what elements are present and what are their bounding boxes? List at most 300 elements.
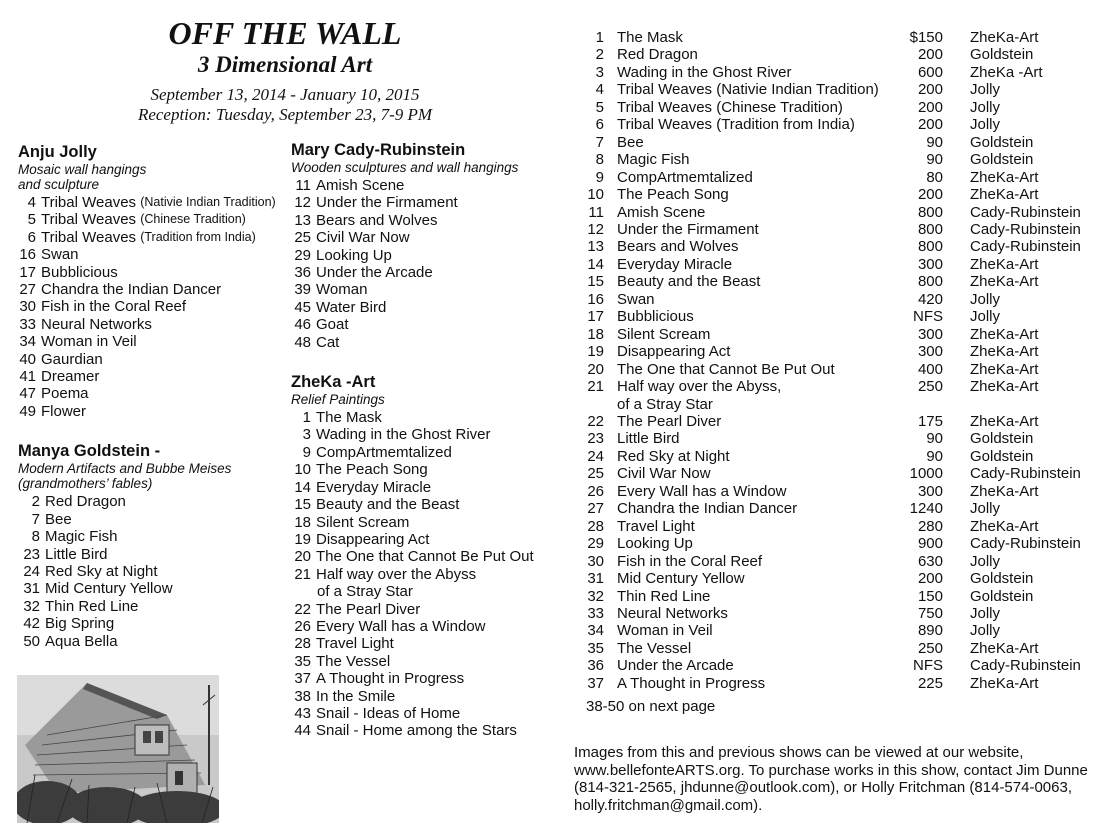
artwork-item: [18, 281, 298, 298]
price-row-price: [891, 396, 943, 413]
artist-name: Mary Cady-Rubinstein: [291, 141, 466, 159]
price-row-number: 7: [595, 133, 604, 151]
price-row-title: Tribal Weaves (Nativie Indian Tradition): [617, 81, 879, 99]
price-row-number: 23: [587, 430, 604, 448]
price-row: [580, 622, 1085, 639]
price-row-number: 17: [587, 308, 604, 326]
artist-medium: Modern Artifacts and Bubbe Meises: [18, 461, 232, 477]
artwork-number: 50: [23, 632, 40, 650]
artwork-title: Snail - Ideas of Home: [316, 704, 461, 722]
price-row-number: 10: [587, 186, 604, 204]
price-row-title: The Peach Song: [617, 186, 729, 204]
artist-name: ZheKa -Art: [291, 373, 376, 392]
artwork-number: 38: [294, 687, 311, 705]
artwork-number: 28: [294, 635, 311, 653]
artwork-title: Fish in the Coral Reef: [41, 298, 187, 316]
price-row-artist: ZheKa-Art: [970, 29, 1039, 46]
price-row-artist: Goldstein: [970, 570, 1034, 588]
artwork-item: [18, 580, 298, 597]
artwork-item: [291, 212, 581, 229]
price-row-artist: Jolly: [970, 116, 1001, 134]
artwork-item: [18, 598, 298, 615]
artwork-number: 8: [31, 528, 40, 546]
price-row-artist: ZheKa-Art: [970, 517, 1039, 535]
artwork-item: [18, 211, 298, 228]
show-subtitle: 3 Dimensional Art: [197, 52, 373, 77]
artwork-item: [18, 194, 298, 211]
price-row: [580, 169, 1085, 186]
artwork-title: Half way over the Abyss: [316, 565, 477, 583]
price-row-number: 26: [587, 482, 604, 500]
artist-name: Manya Goldstein -: [18, 442, 161, 461]
price-row: [580, 500, 1085, 517]
artwork-item: [291, 548, 581, 565]
artwork-title: Mid Century Yellow: [45, 580, 173, 598]
artwork-number: 13: [294, 211, 311, 229]
price-row: [580, 81, 1085, 98]
price-row-artist: Jolly: [970, 98, 1001, 116]
artwork-title: Under the Arcade: [316, 264, 433, 282]
artwork-number: 41: [19, 368, 36, 386]
artwork-title: Under the Firmament: [316, 194, 458, 212]
artwork-item: [291, 426, 581, 443]
price-row-price: 420: [917, 290, 943, 308]
price-row: [580, 273, 1085, 290]
price-row-artist: ZheKa-Art: [970, 639, 1039, 657]
artwork-item: [291, 479, 581, 496]
artwork-item: [18, 511, 298, 528]
artwork-item: [18, 298, 298, 315]
artwork-item: [291, 334, 581, 351]
price-row-artist: Cady-Rubinstein: [970, 535, 1081, 553]
artwork-item: [18, 546, 298, 563]
artist-section: [291, 372, 581, 740]
artwork-title: Goat: [316, 316, 349, 334]
price-row: [580, 291, 1085, 308]
artwork-title: Dreamer: [41, 368, 100, 386]
artwork-number: 29: [294, 246, 311, 264]
artwork-item: [291, 409, 581, 426]
price-row-price: 750: [917, 604, 943, 622]
artwork-number: 18: [294, 513, 311, 531]
price-row: [580, 343, 1085, 360]
price-row-price: 200: [917, 81, 943, 99]
artwork-number: 25: [294, 229, 311, 247]
price-row: [580, 361, 1085, 378]
price-row-price: 800: [917, 273, 943, 291]
price-row-price: 300: [917, 343, 943, 361]
artwork-title: Bears and Wolves: [316, 211, 438, 229]
artwork-number: 10: [294, 461, 311, 479]
price-row-number: 33: [587, 604, 604, 622]
artwork-title: Red Sky at Night: [45, 562, 158, 580]
price-row-price: 630: [917, 552, 943, 570]
price-row-number: 6: [595, 116, 604, 134]
price-row: [580, 378, 1085, 395]
price-row: [580, 675, 1085, 692]
price-row: [580, 151, 1085, 168]
price-row-artist: Goldstein: [970, 587, 1034, 605]
artwork-number: 3: [302, 426, 311, 444]
price-row-artist: ZheKa-Art: [970, 273, 1039, 291]
artwork-number: 36: [294, 264, 311, 282]
artwork-title: Everyday Miracle: [316, 478, 432, 496]
price-row-number: 30: [587, 552, 604, 570]
price-row-artist: Cady-Rubinstein: [970, 203, 1081, 221]
artwork-number: 24: [23, 562, 40, 580]
price-row-number: 35: [587, 639, 604, 657]
price-row: [580, 588, 1085, 605]
artwork-title: Amish Scene: [316, 177, 405, 194]
artwork-title: Cat: [316, 333, 340, 351]
price-row-artist: Jolly: [970, 81, 1001, 99]
artwork-item: [18, 385, 298, 402]
artwork-item: [18, 246, 298, 263]
price-row-number: 19: [587, 343, 604, 361]
price-row-price: 150: [917, 587, 943, 605]
price-row-artist: ZheKa -Art: [970, 63, 1043, 81]
price-row-price: 300: [917, 482, 943, 500]
artwork-item: [291, 670, 581, 687]
price-row-number: 20: [587, 360, 604, 378]
price-row: [580, 535, 1085, 552]
price-row: [580, 640, 1085, 657]
price-row-number: 5: [595, 98, 604, 116]
price-row-price: 800: [917, 203, 943, 221]
price-row: [580, 483, 1085, 500]
artwork-title: Red Dragon: [45, 493, 126, 511]
price-row-artist: ZheKa-Art: [970, 343, 1039, 361]
price-row: [580, 465, 1085, 482]
artwork-number: 19: [294, 530, 311, 548]
artwork-note: (Nativie Indian Tradition): [140, 195, 276, 209]
artwork-item: [291, 247, 581, 264]
price-row-artist: Cady-Rubinstein: [970, 465, 1081, 483]
price-row-price: 225: [917, 674, 943, 692]
artist-section: [291, 140, 581, 351]
price-row-title: Tribal Weaves (Chinese Tradition): [617, 98, 843, 116]
artist-section: [18, 142, 298, 420]
artwork-number: 15: [294, 496, 311, 514]
price-row-price: 300: [917, 255, 943, 273]
price-row-title: Everyday Miracle: [617, 255, 733, 273]
artwork-title: The Mask: [316, 409, 382, 427]
price-row-artist: Goldstein: [970, 430, 1034, 448]
price-row-price: 200: [917, 116, 943, 134]
artwork-item: [291, 194, 581, 211]
artwork-number: 17: [19, 263, 36, 281]
artwork-number: 34: [19, 333, 36, 351]
artist-section: [18, 441, 298, 650]
price-row-title: Beauty and the Beast: [617, 273, 761, 291]
artwork-item: [291, 264, 581, 281]
artwork-title: Flower: [41, 402, 87, 420]
price-row-title: Thin Red Line: [617, 587, 711, 605]
price-row-price: NFS: [913, 308, 943, 326]
price-row: [580, 46, 1085, 63]
artwork-item: [291, 653, 581, 670]
price-row-number: 3: [595, 63, 604, 81]
artwork-item: [18, 229, 298, 246]
price-row-title: Under the Arcade: [617, 657, 734, 675]
artwork-number: 4: [27, 194, 36, 211]
artwork-note: (Chinese Tradition): [140, 212, 246, 227]
show-dates: September 13, 2014 - January 10, 2015: [150, 85, 420, 104]
artwork-title: In the Smile: [316, 687, 396, 705]
price-row-number: 31: [587, 570, 604, 588]
artwork-item: [18, 403, 298, 420]
artwork-number: 22: [294, 600, 311, 618]
price-row-number: 32: [587, 587, 604, 605]
price-row-title: Bee: [617, 133, 644, 151]
price-row-title: Red Sky at Night: [617, 447, 730, 465]
price-row-title: The Pearl Diver: [617, 412, 722, 430]
price-list-note: 38-50 on next page: [586, 698, 716, 716]
artwork-number: 35: [294, 652, 311, 670]
price-row-number: [580, 396, 604, 413]
price-row-number: 16: [587, 290, 604, 308]
artwork-note: (Tradition from India): [140, 229, 256, 244]
artwork-item: [18, 368, 298, 385]
artwork-item: [291, 281, 581, 298]
price-row-title: Civil War Now: [617, 465, 711, 483]
price-row-price: $150: [909, 29, 943, 46]
price-row-price: 175: [917, 412, 943, 430]
artwork-title: Wading in the Ghost River: [316, 426, 491, 444]
artwork-title: Tribal Weaves: [41, 228, 137, 246]
price-row-artist: Cady-Rubinstein: [970, 657, 1081, 675]
artwork-number: 40: [19, 350, 36, 368]
price-row: [580, 396, 1085, 413]
price-row-price: NFS: [913, 657, 943, 675]
artwork-number: 47: [19, 385, 36, 403]
price-row-price: 90: [926, 151, 943, 169]
price-row-number: 15: [587, 273, 604, 291]
price-row-title: The Vessel: [617, 639, 692, 657]
price-row: [580, 29, 1085, 46]
artists-column-middle: [291, 140, 581, 761]
artwork-number: 49: [19, 402, 36, 420]
artwork-title: The Peach Song: [316, 461, 428, 479]
artwork-title: CompArtmemtalized: [316, 443, 452, 461]
artist-name: Anju Jolly: [18, 143, 97, 161]
artist-medium: Mosaic wall hangings: [18, 162, 147, 177]
artists-column-left: [18, 142, 298, 671]
price-row-title: Swan: [617, 290, 655, 308]
price-row-artist: ZheKa-Art: [970, 378, 1039, 396]
price-row-artist: ZheKa-Art: [970, 412, 1039, 430]
artwork-item: [18, 316, 298, 333]
price-row-title: The One that Cannot Be Put Out: [617, 360, 835, 378]
artwork-list: [18, 493, 298, 650]
artwork-title: Beauty and the Beast: [316, 496, 460, 514]
artwork-item: [291, 688, 581, 705]
artwork-number: 21: [294, 565, 311, 583]
artwork-number: 2: [31, 493, 40, 511]
artwork-item: [18, 563, 298, 580]
price-row-artist: Cady-Rubinstein: [970, 220, 1081, 238]
price-row-price: 200: [917, 186, 943, 204]
price-row-number: 29: [587, 535, 604, 553]
price-row-price: 800: [917, 238, 943, 256]
price-row-price: 280: [917, 517, 943, 535]
artwork-number: 20: [294, 548, 311, 566]
price-row: [580, 448, 1085, 465]
artwork-item-continued: of a Stray Star: [317, 583, 413, 601]
artwork-list: [291, 177, 581, 351]
price-row-price: 900: [917, 535, 943, 553]
price-row-number: 24: [587, 447, 604, 465]
artwork-title: Civil War Now: [316, 229, 410, 247]
price-row-artist: Jolly: [970, 290, 1001, 308]
price-row-number: 11: [588, 203, 604, 221]
price-row-price: 90: [926, 430, 943, 448]
price-row: [580, 553, 1085, 570]
artwork-number: 39: [294, 281, 311, 299]
artwork-title: A Thought in Progress: [316, 670, 465, 688]
price-row-price: 300: [917, 325, 943, 343]
artwork-title: Thin Red Line: [45, 597, 139, 615]
price-row: [580, 256, 1085, 273]
price-row-title: Neural Networks: [617, 604, 728, 622]
price-row-number: 18: [587, 325, 604, 343]
price-row-artist: [943, 396, 970, 413]
artwork-title: Water Bird: [316, 298, 387, 316]
artwork-item: [291, 229, 581, 246]
price-row-artist: ZheKa-Art: [970, 674, 1039, 692]
price-row-title: Magic Fish: [617, 151, 690, 169]
price-row-title: Fish in the Coral Reef: [617, 552, 763, 570]
artist-medium: and sculpture: [18, 177, 100, 192]
artwork-title: Big Spring: [45, 615, 115, 633]
price-row-artist: Goldstein: [970, 133, 1034, 151]
artwork-item: [291, 496, 581, 513]
artwork-item: [291, 601, 581, 618]
price-row-artist: ZheKa-Art: [970, 186, 1039, 204]
price-row-title: Little Bird: [617, 430, 680, 448]
price-row-title: Under the Firmament: [617, 220, 759, 238]
price-row-number: 13: [587, 238, 604, 256]
price-row-title: Mid Century Yellow: [617, 570, 745, 588]
artwork-number: 37: [294, 670, 311, 688]
artwork-title: Bubblicious: [41, 263, 118, 281]
price-row-price: 800: [917, 220, 943, 238]
price-row: [580, 221, 1085, 238]
artwork-list: [291, 409, 581, 740]
price-row: [580, 116, 1085, 133]
price-row-title: Chandra the Indian Dancer: [617, 500, 798, 518]
price-row-number: 25: [587, 465, 604, 483]
price-row: [580, 326, 1085, 343]
artwork-item: [291, 566, 581, 583]
price-row-artist: Jolly: [970, 500, 1001, 518]
artwork-title: The Pearl Diver: [316, 600, 421, 618]
price-row-number: 12: [587, 220, 604, 238]
price-list: [580, 29, 1085, 715]
price-row-title: of a Stray Star: [617, 395, 713, 413]
price-row-title: Every Wall has a Window: [617, 482, 787, 500]
price-row: [580, 204, 1085, 221]
artwork-item: [291, 444, 581, 461]
price-row: [580, 430, 1085, 447]
price-row-title: Woman in Veil: [617, 622, 713, 640]
artwork-number: 23: [23, 545, 40, 563]
artwork-number: 27: [19, 281, 36, 299]
artwork-item: [18, 493, 298, 510]
price-row: [580, 657, 1085, 674]
price-row-number: 22: [587, 412, 604, 430]
artwork-number: 30: [19, 298, 36, 316]
artwork-number: 48: [294, 333, 311, 351]
price-row-title: Travel Light: [617, 517, 695, 535]
artwork-item: [291, 177, 581, 194]
price-row-price: 400: [917, 360, 943, 378]
price-row-number: 27: [587, 500, 604, 518]
price-row-price: 90: [926, 133, 943, 151]
price-row: [580, 99, 1085, 116]
artwork-title: Gaurdian: [41, 350, 103, 368]
price-row-artist: ZheKa-Art: [970, 325, 1039, 343]
price-row-artist: Jolly: [970, 604, 1001, 622]
artwork-title: Disappearing Act: [316, 530, 430, 548]
price-row-number: 34: [587, 622, 604, 640]
artwork-title: Every Wall has a Window: [316, 617, 486, 635]
price-row-number: 2: [595, 46, 604, 64]
artwork-title: The One that Cannot Be Put Out: [316, 548, 534, 566]
artwork-number: 7: [31, 510, 40, 528]
price-row-number: 37: [587, 674, 604, 692]
artwork-title: Chandra the Indian Dancer: [41, 281, 222, 299]
price-row: [580, 308, 1085, 325]
price-row-number: 14: [587, 255, 604, 273]
price-row-number: 21: [587, 378, 604, 396]
artist-medium: (grandmothers’ fables): [18, 476, 153, 492]
price-row: [580, 134, 1085, 151]
artwork-number: 14: [294, 478, 311, 496]
price-row-artist: ZheKa-Art: [970, 360, 1039, 378]
price-row-title: Red Dragon: [617, 46, 698, 64]
artwork-title: Woman: [316, 281, 368, 299]
price-row-number: 1: [595, 29, 604, 46]
artwork-title: Aqua Bella: [45, 632, 118, 650]
price-row-artist: Jolly: [970, 622, 1001, 640]
artwork-item: [291, 531, 581, 548]
reception-info: Reception: Tuesday, September 23, 7-9 PM: [137, 105, 433, 124]
price-row-title: Half way over the Abyss,: [617, 378, 782, 396]
artwork-number: 44: [294, 722, 311, 740]
artwork-title: Bee: [45, 510, 72, 528]
artwork-title: Swan: [41, 246, 79, 264]
price-row-artist: Cady-Rubinstein: [970, 238, 1081, 256]
price-row-price: 1240: [909, 500, 943, 518]
artwork-number: 33: [19, 315, 36, 333]
artwork-title: Magic Fish: [45, 528, 118, 546]
price-row-artist: Goldstein: [970, 46, 1034, 64]
artwork-item: [18, 351, 298, 368]
price-row: [580, 605, 1085, 622]
price-row-number: 4: [595, 81, 604, 99]
artwork-title: Poema: [41, 385, 89, 403]
price-row-price: 200: [917, 570, 943, 588]
footer-contact-text: Images from this and previous shows can be viewed at our website, www.bellefonteARTS.org. To purchase works in this show, contact Jim Dunne (814-321-2565, jhdunne@outlook.com), or Holly Fritchman (814-574-0063, holly.fritchman@gmail.com).: [574, 744, 1088, 814]
artwork-title: Silent Scream: [316, 513, 410, 531]
price-row-number: 9: [595, 168, 604, 186]
artwork-item: [291, 461, 581, 478]
price-row: [580, 518, 1085, 535]
price-row: [580, 238, 1085, 255]
artwork-number: 42: [23, 615, 40, 633]
price-row-price: 200: [917, 98, 943, 116]
